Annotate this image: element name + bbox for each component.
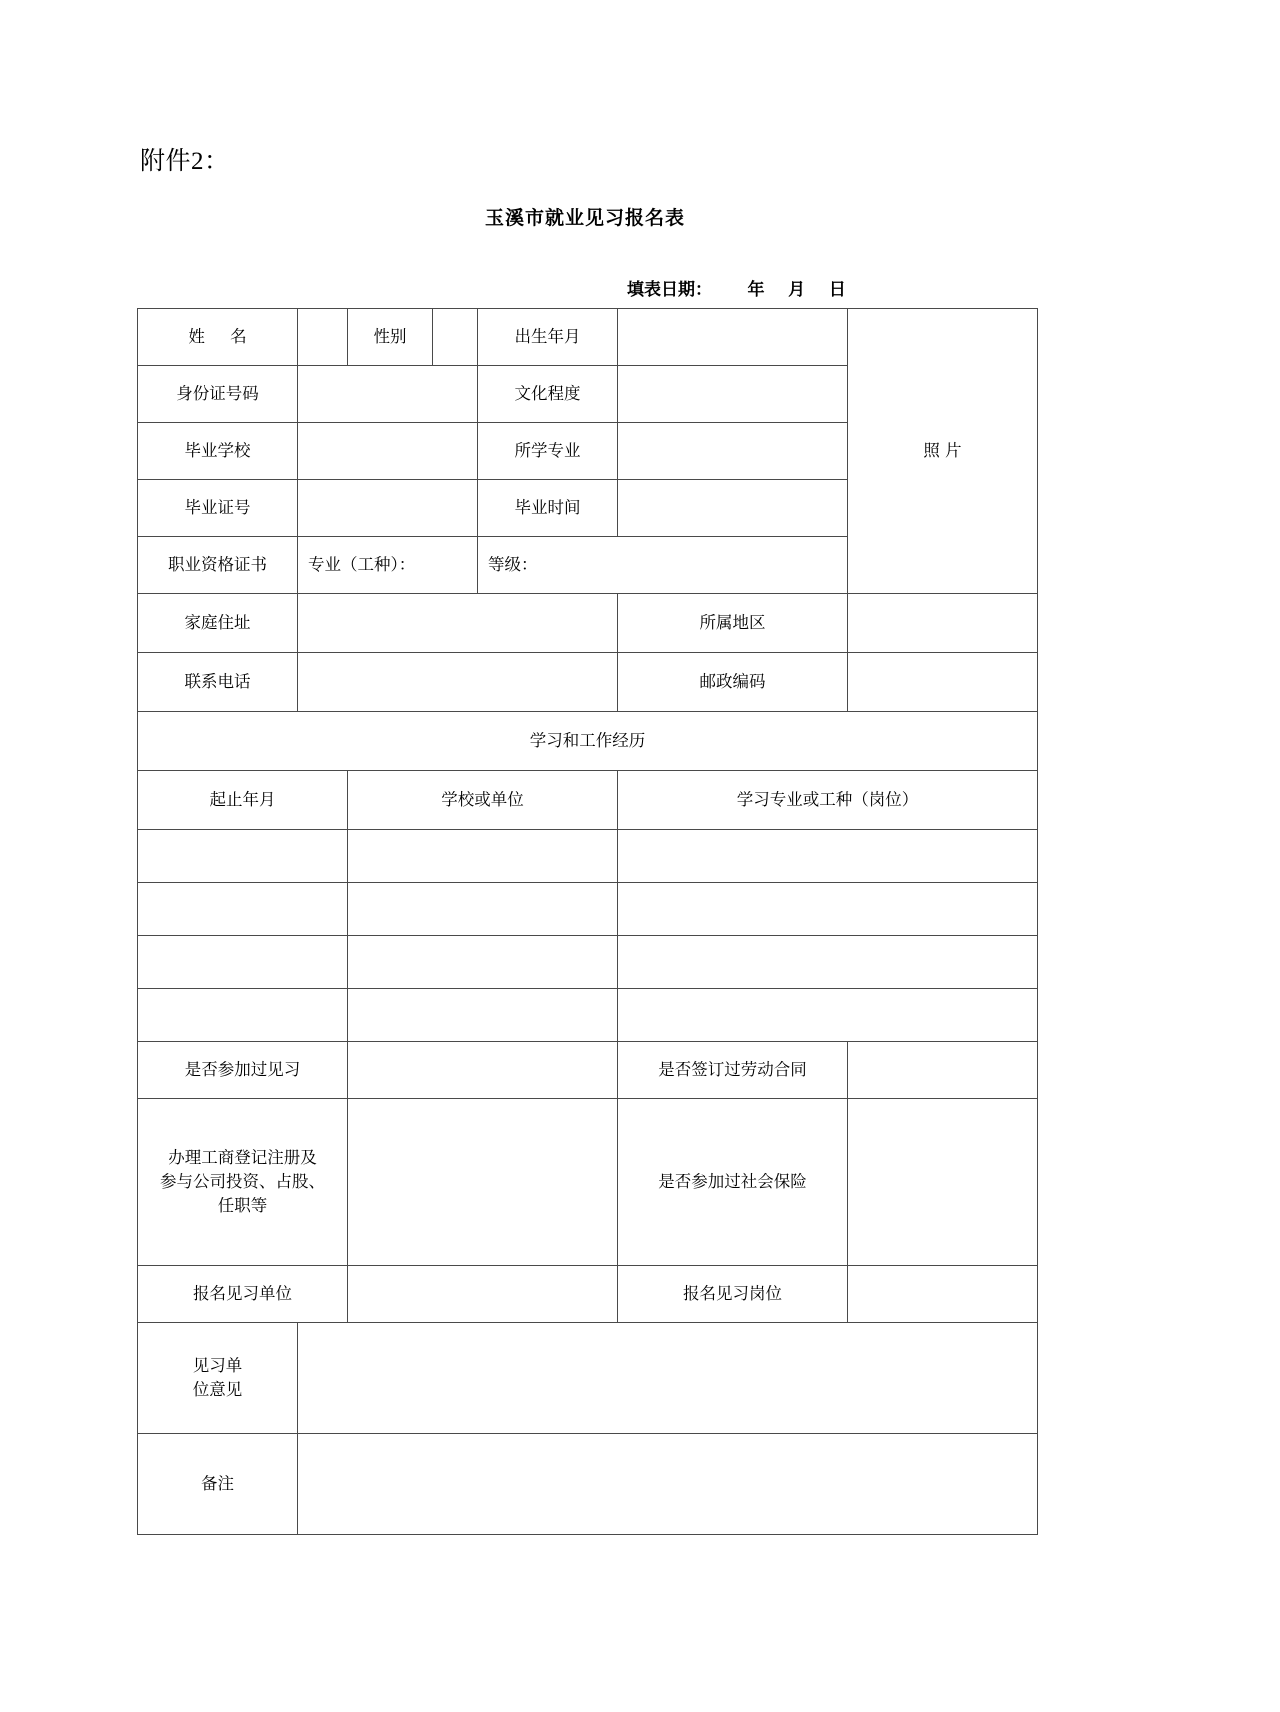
table-row-applied — [138, 1266, 1038, 1323]
label-gender: 性别 — [348, 309, 433, 366]
value-graduate-school[interactable] — [298, 423, 478, 480]
value-unit-opinion[interactable] — [298, 1323, 1038, 1434]
label-id-number: 身份证号码 — [138, 366, 298, 423]
value-business-registration[interactable] — [348, 1099, 618, 1266]
value-major[interactable] — [618, 423, 848, 480]
value-experience-org[interactable] — [348, 830, 618, 883]
label-had-internship: 是否参加过见习 — [138, 1042, 348, 1099]
value-signed-labor-contract[interactable] — [848, 1042, 1038, 1099]
value-gender[interactable] — [433, 309, 478, 366]
label-signed-labor-contract: 是否签订过劳动合同 — [618, 1042, 848, 1099]
label-name: 姓 名 — [138, 309, 298, 366]
value-experience-org[interactable] — [348, 883, 618, 936]
label-vocational-certificate: 职业资格证书 — [138, 537, 298, 594]
value-had-internship[interactable] — [348, 1042, 618, 1099]
value-id-number[interactable] — [298, 366, 478, 423]
column-header-major: 学习专业或工种（岗位） — [618, 771, 1038, 830]
table-row-experience — [138, 830, 1038, 883]
value-graduation-time[interactable] — [618, 480, 848, 537]
label-unit-opinion-line1: 见习单 — [192, 1356, 243, 1376]
label-business-registration-line3: 任职等 — [217, 1195, 268, 1215]
label-grade[interactable]: 等级： — [478, 537, 848, 594]
value-applied-unit[interactable] — [348, 1266, 618, 1323]
label-home-address: 家庭住址 — [138, 594, 298, 653]
label-unit-opinion — [138, 1323, 298, 1434]
label-applied-position: 报名见习岗位 — [618, 1266, 848, 1323]
table-row-experience — [138, 883, 1038, 936]
table-row-name — [138, 309, 1038, 366]
photo-cell[interactable]: 照 片 — [848, 309, 1038, 594]
table-row-experience — [138, 989, 1038, 1042]
label-business-registration-line1: 办理工商登记注册及 — [168, 1148, 317, 1168]
table-row-unit-opinion — [138, 1323, 1038, 1434]
label-social-insurance: 是否参加过社会保险 — [618, 1099, 848, 1266]
column-header-org: 学校或单位 — [348, 771, 618, 830]
table-row-remarks — [138, 1434, 1038, 1535]
label-unit-opinion-line2: 位意见 — [192, 1380, 243, 1399]
table-row-internship-history — [138, 1042, 1038, 1099]
value-phone[interactable] — [298, 653, 618, 712]
value-education-level[interactable] — [618, 366, 848, 423]
label-postal-code: 邮政编码 — [618, 653, 848, 712]
section-header-experience: 学习和工作经历 — [138, 712, 1038, 771]
value-experience-period[interactable] — [138, 830, 348, 883]
table-row-experience-header — [138, 712, 1038, 771]
fill-date-line: 填表日期： 年 月 日 — [627, 280, 846, 300]
label-remarks: 备注 — [138, 1434, 298, 1535]
value-name[interactable] — [298, 309, 348, 366]
page-title: 玉溪市就业见习报名表 — [484, 207, 685, 229]
label-graduation-time: 毕业时间 — [478, 480, 618, 537]
value-remarks[interactable] — [298, 1434, 1038, 1535]
label-applied-unit: 报名见习单位 — [138, 1266, 348, 1323]
value-postal-code[interactable] — [848, 653, 1038, 712]
value-diploma-number[interactable] — [298, 480, 478, 537]
value-home-address[interactable] — [298, 594, 618, 653]
value-birth-date[interactable] — [618, 309, 848, 366]
label-region: 所属地区 — [618, 594, 848, 653]
value-experience-major[interactable] — [618, 883, 1038, 936]
value-experience-org[interactable] — [348, 989, 618, 1042]
label-education-level: 文化程度 — [478, 366, 618, 423]
value-applied-position[interactable] — [848, 1266, 1038, 1323]
table-row-address — [138, 594, 1038, 653]
label-phone: 联系电话 — [138, 653, 298, 712]
value-experience-major[interactable] — [618, 936, 1038, 989]
label-business-registration-line2: 参与公司投资、占股、 — [160, 1172, 325, 1192]
table-row-experience — [138, 936, 1038, 989]
value-region[interactable] — [848, 594, 1038, 653]
value-experience-major[interactable] — [618, 830, 1038, 883]
label-graduate-school: 毕业学校 — [138, 423, 298, 480]
value-experience-period[interactable] — [138, 936, 348, 989]
label-business-registration — [138, 1099, 348, 1266]
attachment-label: 附件2： — [140, 148, 230, 175]
label-birth-date: 出生年月 — [478, 309, 618, 366]
label-major: 所学专业 — [478, 423, 618, 480]
value-experience-major[interactable] — [618, 989, 1038, 1042]
table-row-business-registration — [138, 1099, 1038, 1266]
table-row-experience-columns — [138, 771, 1038, 830]
label-specialty-worktype[interactable]: 专业（工种）： — [298, 537, 478, 594]
value-experience-period[interactable] — [138, 883, 348, 936]
label-diploma-number: 毕业证号 — [138, 480, 298, 537]
value-experience-period[interactable] — [138, 989, 348, 1042]
registration-form-table — [137, 308, 1038, 1535]
column-header-period: 起止年月 — [138, 771, 348, 830]
table-row-phone — [138, 653, 1038, 712]
value-social-insurance[interactable] — [848, 1099, 1038, 1266]
value-experience-org[interactable] — [348, 936, 618, 989]
